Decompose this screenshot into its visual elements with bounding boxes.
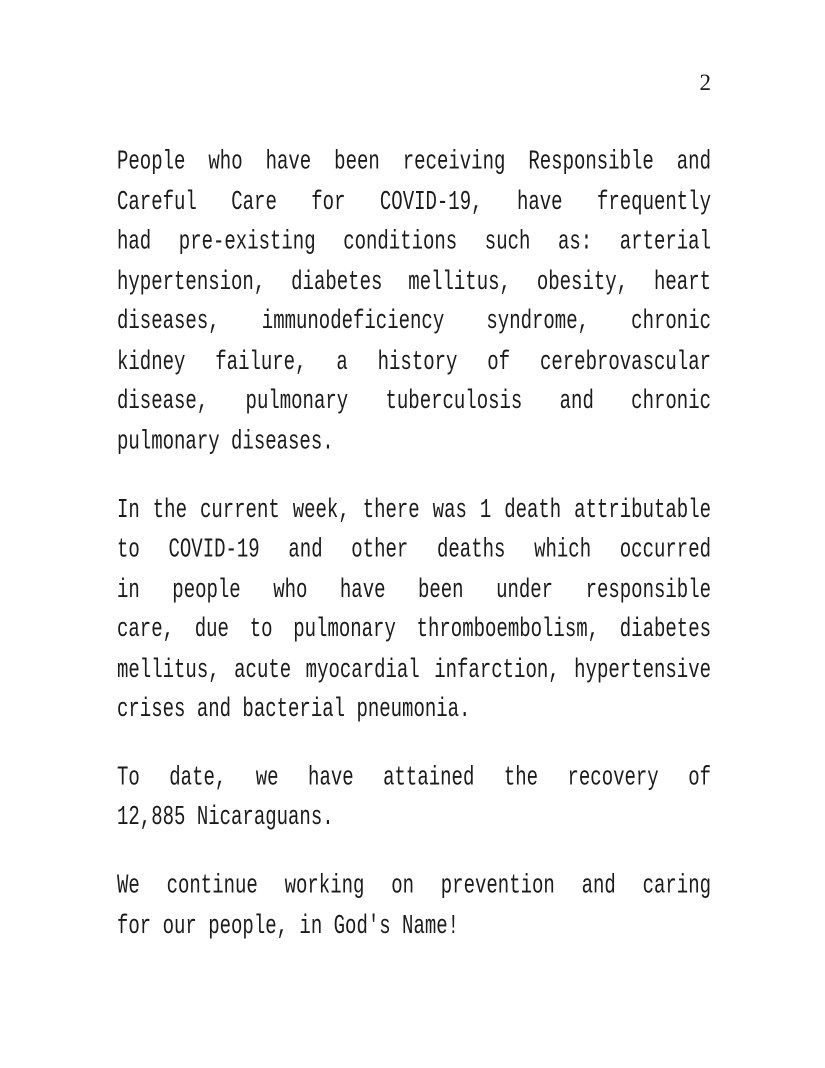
text-line: To date, we have attained the recovery of	[117, 762, 711, 793]
paragraph	[117, 490, 711, 730]
text-line: mellitus, acute myocardial infarction, hypertensive	[117, 654, 711, 685]
text-line: Careful Care for COVID-19, have frequently	[117, 186, 711, 217]
text-line: in people who have been under responsible	[117, 574, 711, 605]
paragraph	[117, 142, 711, 462]
paragraph	[117, 758, 711, 838]
document-body	[117, 142, 711, 946]
text-line: disease, pulmonary tuberculosis and chronic	[117, 386, 711, 417]
text-line: care, due to pulmonary thromboembolism, diabetes	[117, 614, 711, 645]
text-line: diseases, immunodeficiency syndrome, chronic	[117, 306, 711, 337]
text-line: had pre-existing conditions such as: arterial	[117, 226, 711, 257]
text-line: We continue working on prevention and caring	[117, 870, 711, 901]
page-number: 2	[699, 70, 711, 95]
text-line: 12,885 Nicaraguans.	[117, 802, 334, 833]
text-line: In the current week, there was 1 death attributable	[117, 494, 711, 525]
text-line: kidney failure, a history of cerebrovascular	[117, 346, 711, 377]
text-line: People who have been receiving Responsible and	[117, 146, 711, 177]
paragraph	[117, 866, 711, 946]
text-line: pulmonary diseases.	[117, 426, 334, 457]
text-line: hypertension, diabetes mellitus, obesity, heart	[117, 266, 711, 297]
text-line: for our people, in God's Name!	[117, 909, 460, 941]
text-line: to COVID-19 and other deaths which occurred	[117, 534, 711, 565]
text-line: crises and bacterial pneumonia.	[117, 694, 471, 725]
